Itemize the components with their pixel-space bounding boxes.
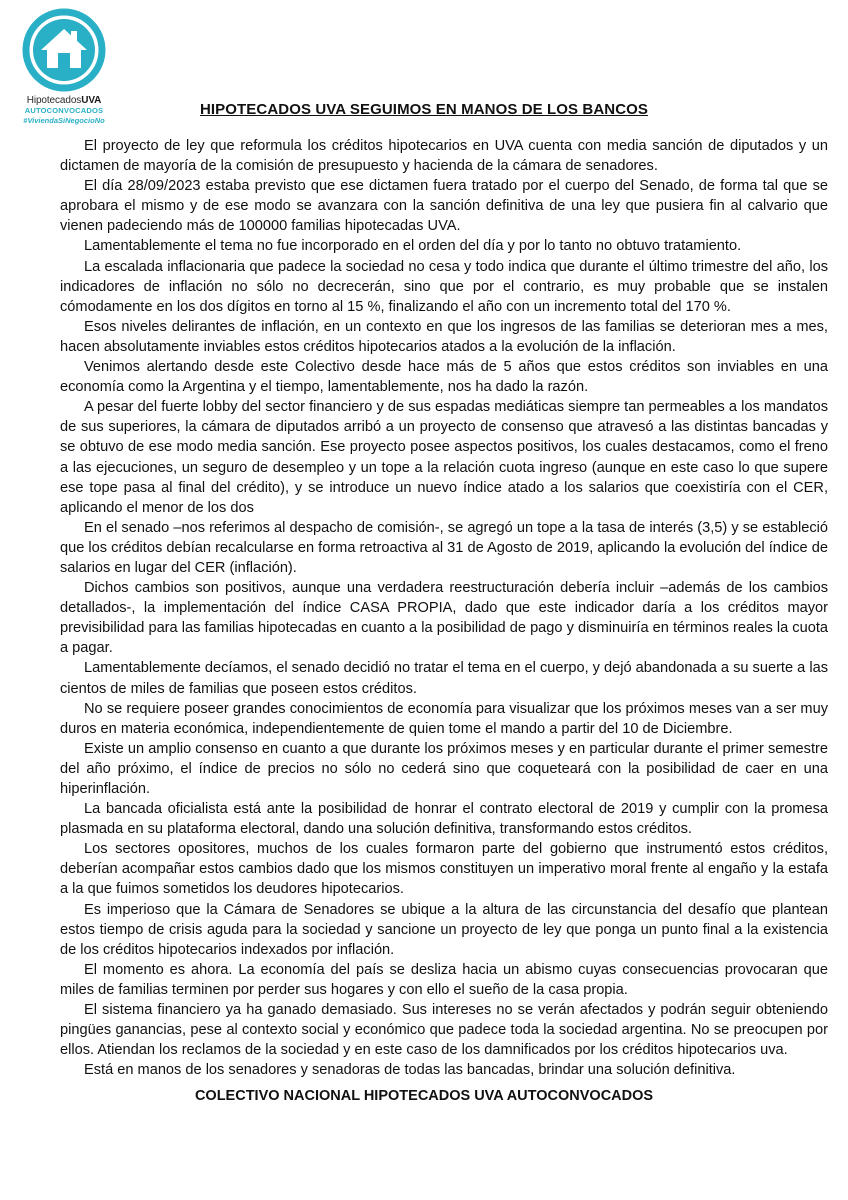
house-icon bbox=[8, 8, 120, 98]
paragraph: En el senado –nos referimos al despacho de comisión-, se agregó un tope a la tasa de interés (3,5) y se estableció que los créditos debían recalcularse en forma retroactiva al 31 de Agosto de 2019, aplicando la evolución del índice de salarios en lugar del CER (inflación). bbox=[60, 519, 828, 576]
paragraph: Venimos alertando desde este Colectivo desde hace más de 5 años que estos créditos son inviables en una economía como la Argentina y el tiempo, lamentablemente, nos ha dado la razón. bbox=[60, 359, 828, 396]
signature: COLECTIVO NACIONAL HIPOTECADOS UVA AUTOCONVOCADOS bbox=[194, 1088, 654, 1104]
paragraph: No se requiere poseer grandes conocimientos de economía para visualizar que los próximos meses van a ser muy duros en materia económica, independientemente de quien tome el mando a partir del 10 de Diciembre. bbox=[60, 700, 828, 737]
paragraph: Dichos cambios son positivos, aunque una verdadera reestructuración debería incluir –además de los cambios detallados-, la implementación del índice CASA PROPIA, dado que este indicador daría a los créditos mayor previsibilidad para las familias hipotecadas en cuanto a la posibilidad de pago y disminuiría en términos reales la cuota a pagar. bbox=[60, 580, 828, 657]
paragraph: El día 28/09/2023 estaba previsto que ese dictamen fuera tratado por el cuerpo del Senado, de forma tal que se aprobara el mismo y de ese modo se avanzara con la sanción definitiva de una ley que pusiera fin al calvario que vienen padeciendo más de 100000 familias hipotecadas UVA. bbox=[60, 178, 828, 235]
body-text bbox=[60, 136, 828, 1080]
paragraph: Existe un amplio consenso en cuanto a que durante los próximos meses y en particular durante el primer semestre del año próximo, el índice de precios no sólo no cederá sino que coqueteará con la posibilidad de caer en una hiperinflación. bbox=[60, 740, 828, 797]
paragraph: Lamentablemente decíamos, el senado decidió no tratar el tema en el cuerpo, y dejó abandonada a su suerte a las cientos de miles de familias que poseen estos créditos. bbox=[60, 660, 828, 697]
paragraph: Es imperioso que la Cámara de Senadores se ubique a la altura de las circunstancia del desafío que plantean estos tiempo de crisis aguda para la sociedad y sancione un proyecto de ley que ponga un punto final a la existencia de los créditos hipotecarios indexados por inflación. bbox=[60, 901, 828, 958]
paragraph: Está en manos de los senadores y senadoras de todas las bancadas, brindar una solución definitiva. bbox=[84, 1062, 736, 1079]
logo-hashtag: #ViviendaSiNegocioNo bbox=[23, 116, 105, 125]
page-title: HIPOTECADOS UVA SEGUIMOS EN MANOS DE LOS BANCOS bbox=[199, 101, 649, 118]
paragraph: Lamentablemente el tema no fue incorporado en el orden del día y por lo tanto no obtuvo tratamiento. bbox=[84, 238, 742, 255]
paragraph: La bancada oficialista está ante la posibilidad de honrar el contrato electoral de 2019 y cumplir con la promesa plasmada en su plataforma electoral, dando una solución definitiva, transformando estos créditos. bbox=[60, 801, 828, 838]
paragraph: El momento es ahora. La economía del país se desliza hacia un abismo cuyas consecuencias provocaran que miles de familias terminen por perder sus hogares y con ello el sueño de la casa propia. bbox=[60, 961, 828, 998]
paragraph: Los sectores opositores, muchos de los cuales formaron parte del gobierno que instrumentó estos créditos, deberían acompañar estos cambios dado que los mismos constituyen un imperativo moral frente al engaño y la estafa a la que fuimos sometidos los deudores hipotecarios. bbox=[60, 841, 828, 898]
paragraph: A pesar del fuerte lobby del sector financiero y de sus espadas mediáticas siempre tan permeables a los mandatos de sus superiores, la cámara de diputados arribó a un proyecto de consenso que atravesó a las distintas bancadas y se obtuvo de ese modo media sanción. Ese proyecto posee aspectos positivos, los cuales destacamos, como el freno a las ejecuciones, un seguro de desempleo y un tope a la relación cuota ingreso (aunque en este caso lo que supere ese tope pasa al final del crédito), y se introduce un nuevo índice atado a los salarios que coexistiría con el CER, aplicando el menor de los dos bbox=[60, 399, 828, 516]
logo-subtitle: AUTOCONVOCADOS bbox=[24, 106, 104, 115]
paragraph: Esos niveles delirantes de inflación, en un contexto en que los ingresos de las familias se deterioran mes a mes, hacen absolutamente inviables estos créditos hipotecarios atados a la evolución de la inflación. bbox=[60, 318, 828, 355]
logo-brand: HipotecadosUVA bbox=[26, 95, 102, 106]
paragraph: El proyecto de ley que reformula los créditos hipotecarios en UVA cuenta con media sanción de diputados y un dictamen de mayoría de la comisión de presupuesto y hacienda de la cámara de senadores. bbox=[60, 138, 828, 175]
paragraph: La escalada inflacionaria que padece la sociedad no cesa y todo indica que durante el último trimestre del año, los indicadores de inflación no sólo no decrecerán, sino que por el contrario, es muy probable que se instalen cómodamente en los dos dígitos en torno al 15 %, finalizando el año con un incremento total del 170 %. bbox=[60, 258, 828, 315]
paragraph: El sistema financiero ya ha ganado demasiado. Sus intereses no se verán afectados y podrán seguir obteniendo pingües ganancias, pese al contexto social y económico que padece toda la sociedad argentina. No se preocupen por ellos. Atiendan los reclamos de la sociedad y en este caso de los damnificados por los créditos hipotecarios uva. bbox=[60, 1002, 828, 1059]
